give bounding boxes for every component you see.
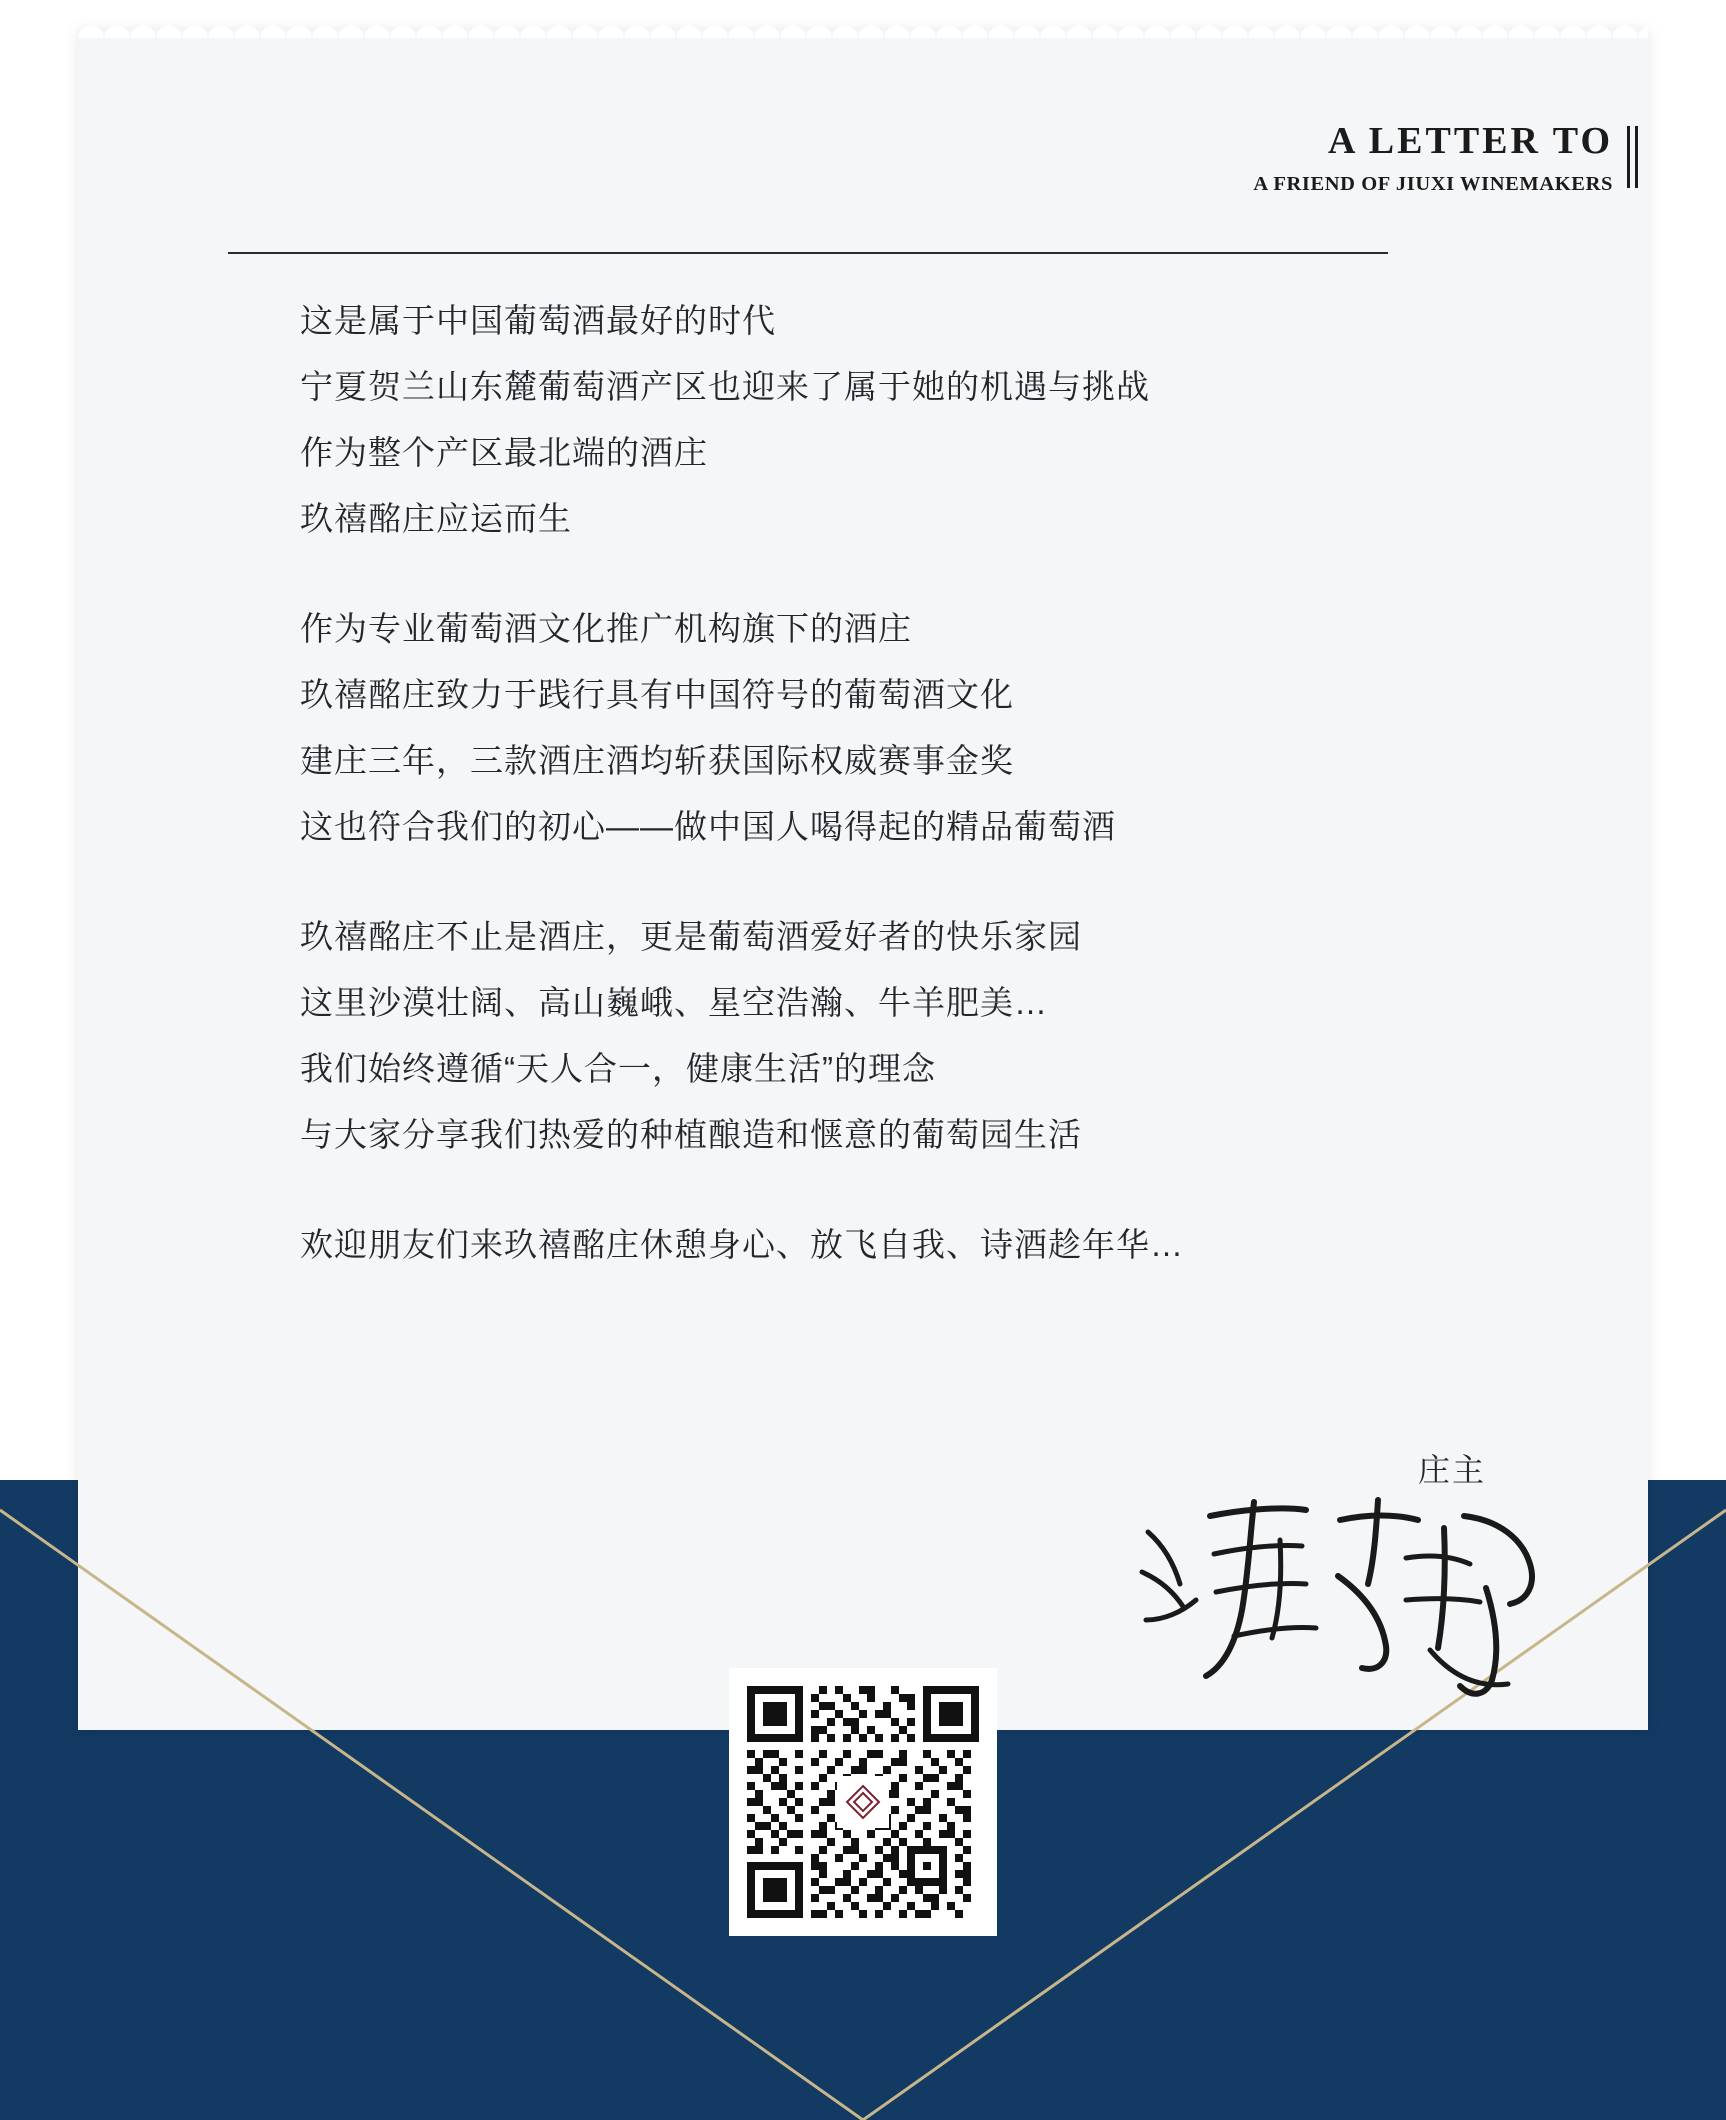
letter-line: 这是属于中国葡萄酒最好的时代 [300,302,776,339]
diamond-logo-icon [837,1776,889,1828]
letter-line: 玖禧酩庄致力于践行具有中国符号的葡萄酒文化 [300,676,1014,713]
signature-handwriting-icon [1130,1480,1550,1700]
letter-line: 我们始终遵循“天人合一，健康生活”的理念 [300,1050,936,1087]
letter-line: 与大家分享我们热爱的种植酿造和惬意的葡萄园生活 [300,1116,1082,1153]
letter-line: 作为整个产区最北端的酒庄 [300,434,708,471]
letter-line: 玖禧酩庄不止是酒庄，更是葡萄酒爱好者的快乐家园 [300,918,1082,955]
signature-role: 庄主 [1417,1452,1486,1488]
letter-line: 这里沙漠壮阔、高山巍峨、星空浩瀚、牛羊肥美… [300,984,1048,1021]
letter-line: 建庄三年，三款酒庄酒均斩获国际权威赛事金奖 [300,742,1014,779]
header-divider [228,252,1388,254]
qr-code[interactable] [729,1668,997,1936]
paragraph-2 [300,596,1420,860]
letter-line: 欢迎朋友们来玖禧酩庄休憩身心、放飞自我、诗酒趁年华… [300,1226,1184,1263]
page-subtitle: A FRIEND OF JIUXI WINEMAKERS [1253,172,1613,195]
letter-line: 玖禧酩庄应运而生 [300,500,572,537]
paragraph-1 [300,288,1420,552]
letter-body [300,288,1420,1278]
letter-line: 这也符合我们的初心——做中国人喝得起的精品葡萄酒 [300,808,1116,845]
letter-line: 宁夏贺兰山东麓葡萄酒产区也迎来了属于她的机遇与挑战 [300,368,1150,405]
page-title: A LETTER TO [1327,120,1613,162]
letter-line: 作为专业葡萄酒文化推广机构旗下的酒庄 [300,610,912,647]
paragraph-4 [300,1212,1420,1278]
paragraph-3 [300,904,1420,1168]
letter-header [1253,120,1638,196]
double-bar-icon [1627,126,1638,188]
